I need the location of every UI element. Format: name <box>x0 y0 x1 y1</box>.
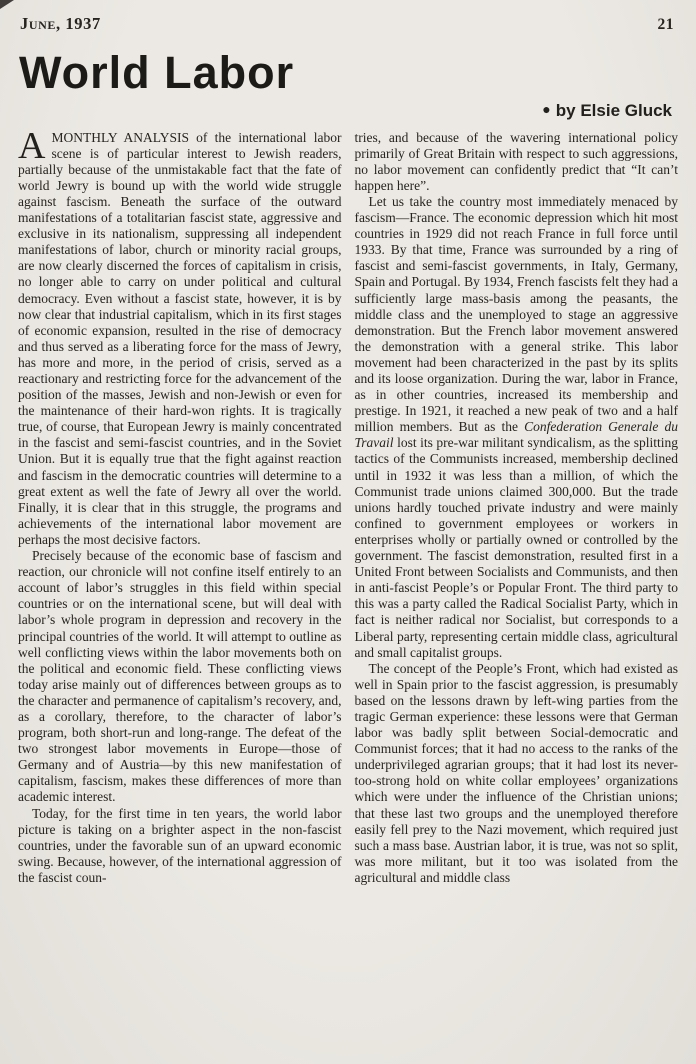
drop-cap: A <box>18 124 46 167</box>
issue-date: June, 1937 <box>20 14 101 33</box>
paragraph <box>355 130 679 194</box>
paragraph <box>18 124 342 548</box>
text-column <box>18 124 342 886</box>
text-segment: Today, for the first time in ten years, the world labor picture is taking on a brighter aspect in the non-fascist countries, under the favorable sun of an upward economic swing. Because, however, of the international aggression of the fascist coun- <box>18 805 342 885</box>
scan-corner-artifact <box>0 0 14 9</box>
paragraph <box>18 548 342 806</box>
text-segment: Precisely because of the economic base of fascism and reaction, our chronicle will not confine itself entirely to an account of labor’s struggles in this field within special countries or on the international scene, but will deal with labor’s whole program in depression and recovery in the principal countries of the world. It will attempt to outline as well conflicting views within the labor movements both on the political and economic field. These conflicting views today arise mainly out of differences between groups as to the character and permanence of capitalism’s recovery, and, as a corollary, therefore, to the character of labor’s program, both short-run and long-range. The defeat of the two strongest labor movements in Europe—those of Germany and of Austria—by this new manifestation of capitalism, fascism, makes these differences of more than academic interest. <box>18 548 342 805</box>
page-number: 21 <box>657 16 674 33</box>
text-column <box>355 130 679 886</box>
paragraph <box>355 194 679 661</box>
text-segment: lost its pre-war militant syndicalism, as the splitting tactics of the Communists increased, membership declined until in 1932 it was less than a million, of which the Communist trade unions claimed 300,000. But the trade unions hardly touched private industry and were mainly confined to government employees or workers in enterprises wholly or partially owned or controlled by the government. The fascist demonstration, resulted first in a United Front between Socialists and Communists, and then in anti-fascist People’s or Popular Front. The third party to this was a party called the Radical Socialist Party, which in fact is neither radical nor Socialist, but corresponds to a Liberal party, representing certain middle class, agricultural and small capitalist groups. <box>354 435 678 660</box>
article-body <box>16 124 680 886</box>
text-segment: tries, and because of the wavering international policy primarily of Great Britain with respect to such aggressions, no labor movement can confidently predict that “It can’t happen here”. <box>354 129 678 193</box>
text-segment: MONTHLY ANALYSIS of the international labor scene is of particular interest to Jewish readers, partially because of the unmistakable fact that the fate of world Jewry is bound up with the world wide struggle against fascism. Beneath the surface of the outward manifestations of a totalitarian fascist state, aggressive and exclusive in its nationalism, suppressing all independent manifestations of labor, church or minority racial groups, are now clearly discerned the forces of capitalism in crisis, no longer able to carry on under political and cultural democracy. Even without a fascist state, however, it is by now clear that industrial capitalism, which in its first stages of economic expansion, resulted in the rise of democracy and thus served as a liberating force for the mass of Jewry, has more and more, in the period of crisis, served as a reactionary and restricting force for the advancement of the position of the masses, Jewish and non-Jewish or even for the maintenance of their hard-won rights. It is tragically true, of course, that European Jewry is mainly concentrated in the fascist and semi-fascist countries, and in the Soviet Union. But it is equally true that the fight against reaction and fascism in the democratic countries will determine to a great extent as well the fate of Jewry all over the world. Finally, it is clear that in this struggle, the programs and achievements of the international labor movement are perhaps the most decisive factors. <box>18 129 342 547</box>
paragraph <box>18 806 342 886</box>
article-title: World Labor <box>19 47 295 98</box>
text-segment: The concept of the People’s Front, which had existed as well in Spain prior to the fascist aggression, is presumably based on the lessons drawn by left-wing parties from the tragic German experience: these lessons were that German labor was badly split between Social-democratic and Communist forces; that it had no access to the ranks of the underprivileged agrarian groups; that it had lost its never-too-strong hold on white collar employees’ organizations which were under the influence of the Christian unions; that these last two groups and the unemployed therefore easily fell prey to the Nazi movement, which required just such a mass base. Austrian labor, it is true, was not so split, was more militant, but it too was isolated from the agricultural and middle class <box>354 660 678 885</box>
page-header <box>16 12 680 34</box>
bullet-icon: ● <box>542 100 551 117</box>
text-segment: Let us take the country most immediately menaced by fascism—France. The economic depression which hit most countries in 1929 did not reach France in full force until 1933. By that time, France was surrounded by a ring of fascist and semi-fascist governments, in Italy, Germany, Spain and Portugal. By 1934, French fascists felt they had a sufficiently large mass-basis among the peasants, the middle class and the unemployed to stage an aggressive demonstration. But the French labor movement answered the demonstration with a general strike. This labor movement had been characterized in the past by its splits and its loose organization. During the war, labor in France, as in other countries, increased its membership and prestige. In 1921, it reached a new peak of two and a half million members. But as the <box>354 193 678 435</box>
paragraph <box>355 661 679 886</box>
byline-text: by Elsie Gluck <box>555 100 672 120</box>
byline <box>16 101 672 121</box>
italic-phrase: Confederation Generale du Travail <box>354 419 678 451</box>
